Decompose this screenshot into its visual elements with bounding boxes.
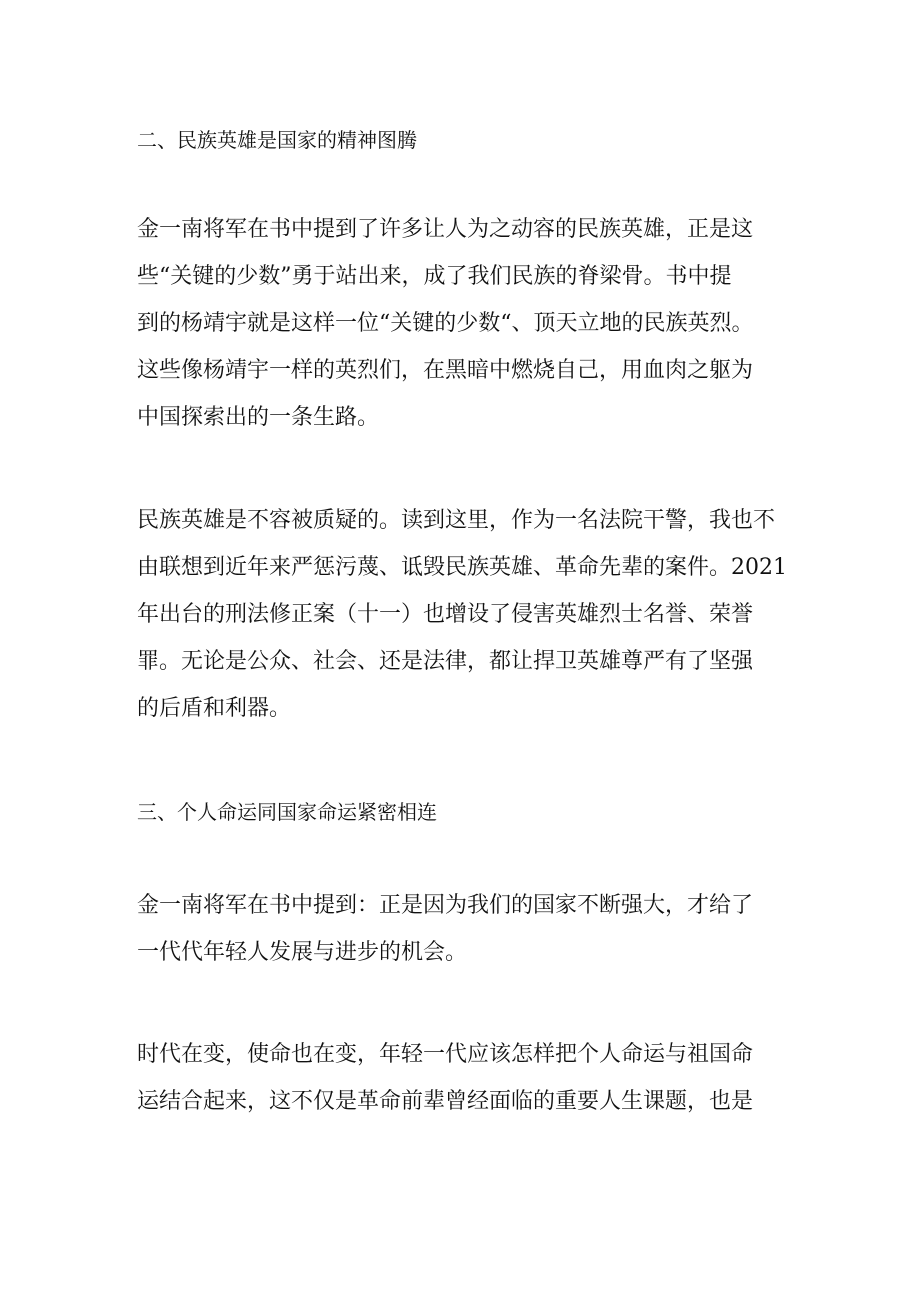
paragraph-line: 由联想到近年来严惩污蔑、诋毁民族英雄、革命先辈的案件。2021: [137, 555, 787, 580]
paragraph-line: 这些像杨靖宇一样的英烈们，在黑暗中燃烧自己，用血肉之躯为: [137, 358, 754, 383]
paragraph-line: 时代在变，使命也在变，年轻一代应该怎样把个人命运与祖国命: [137, 1042, 754, 1067]
paragraph-line: 金一南将军在书中提到：正是因为我们的国家不断强大，才给了: [137, 893, 754, 918]
paragraph-line: 民族英雄是不容被质疑的。读到这里，作为一名法院干警，我也不: [137, 508, 776, 533]
paragraph-line: 的后盾和利器。: [137, 696, 292, 721]
paragraph-line: 些“关键的少数”勇于站出来，成了我们民族的脊梁骨。书中提: [137, 264, 732, 289]
paragraph-line: 中国探索出的一条生路。: [137, 405, 380, 430]
section-heading-2: 二、民族英雄是国家的精神图腾: [137, 128, 417, 152]
paragraph-line: 运结合起来，这不仅是革命前辈曾经面临的重要人生课题，也是: [137, 1089, 754, 1114]
section-heading-3: 三、个人命运同国家命运紧密相连: [137, 800, 437, 824]
paragraph-line: 到的杨靖宇就是这样一位“关键的少数“、顶天立地的民族英烈。: [137, 311, 754, 336]
paragraph-line: 一代代年轻人发展与进步的机会。: [137, 940, 468, 965]
paragraph-line: 罪。无论是公众、社会、还是法律，都让捍卫英雄尊严有了坚强: [137, 649, 754, 674]
paragraph-line: 年出台的刑法修正案（十一）也增设了侵害英雄烈士名誉、荣誉: [137, 602, 754, 627]
paragraph-line: 金一南将军在书中提到了许多让人为之动容的民族英雄，正是这: [137, 217, 754, 242]
